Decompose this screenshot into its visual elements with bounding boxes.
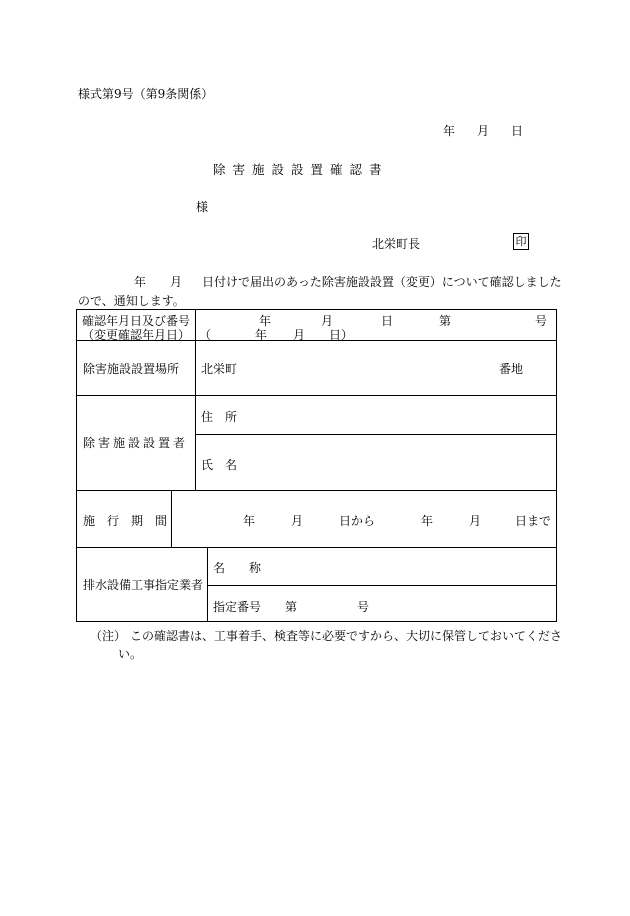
confirmation-year: 年: [259, 314, 272, 328]
installer-address-label: 住 所: [201, 410, 238, 424]
note-text: この確認書は、工事着手、検査等に必要ですから、大切に保管しておいてくださ: [130, 629, 563, 643]
confirmation-form-table: [76, 309, 557, 622]
issue-date-year: 年: [443, 124, 456, 138]
change-year: 年: [255, 328, 268, 342]
note-prefix: （注）: [90, 629, 127, 643]
addressee-suffix: 様: [196, 200, 209, 214]
body-text-line2: ので、通知します。: [78, 294, 185, 308]
period-end-until: 日まで: [515, 514, 552, 528]
contractor-name-label: 名 称: [213, 561, 262, 575]
change-confirmation-date-label: （変更確認年月日）: [82, 328, 191, 342]
note-line1: [90, 627, 562, 644]
confirmation-month: 月: [321, 314, 334, 328]
period-start-from: 日から: [339, 514, 376, 528]
body-year: 年: [134, 275, 147, 289]
body-text-line1: [134, 273, 562, 290]
issuer-name: 北栄町長: [372, 237, 421, 251]
document-title: 除害施設設置確認書: [213, 162, 389, 177]
change-month: 月: [293, 328, 306, 342]
contractor-number-go: 号: [357, 600, 370, 614]
issue-date-month: 月: [477, 124, 490, 138]
period-end-month: 月: [469, 514, 482, 528]
installation-location-label: 除害施設設置場所: [83, 362, 180, 376]
form-number: 様式第9号（第9条関係）: [78, 87, 214, 101]
period-start-year: 年: [243, 514, 256, 528]
installer-name-label: 氏 名: [201, 458, 238, 472]
change-day: 日）: [329, 328, 354, 342]
confirmation-date-number-label: 確認年月日及び番号: [82, 314, 191, 328]
body-text-rest: 日付けで届出のあった除害施設設置（変更）について確認しました: [202, 275, 562, 289]
seal-mark: 印: [513, 233, 529, 250]
note-line2: い。: [118, 647, 143, 661]
designated-contractor-label: 排水設備工事指定業者: [83, 578, 204, 592]
period-end-year: 年: [421, 514, 434, 528]
contractor-number-label: 指定番号: [213, 600, 262, 614]
change-date-paren-open: （: [199, 328, 212, 342]
confirmation-go: 号: [535, 314, 548, 328]
confirmation-day: 日: [381, 314, 394, 328]
body-month: 月: [170, 275, 183, 289]
confirmation-dai: 第: [439, 314, 452, 328]
installation-location-town: 北栄町: [201, 362, 238, 376]
contractor-number-dai: 第: [285, 600, 298, 614]
construction-period-label: 施 行 期 間: [83, 514, 168, 528]
installer-label: 除害施設設置者: [83, 436, 189, 450]
issue-date: [443, 122, 523, 139]
period-start-month: 月: [291, 514, 304, 528]
installation-location-banchi: 番地: [499, 362, 524, 376]
issue-date-day: 日: [511, 124, 524, 138]
